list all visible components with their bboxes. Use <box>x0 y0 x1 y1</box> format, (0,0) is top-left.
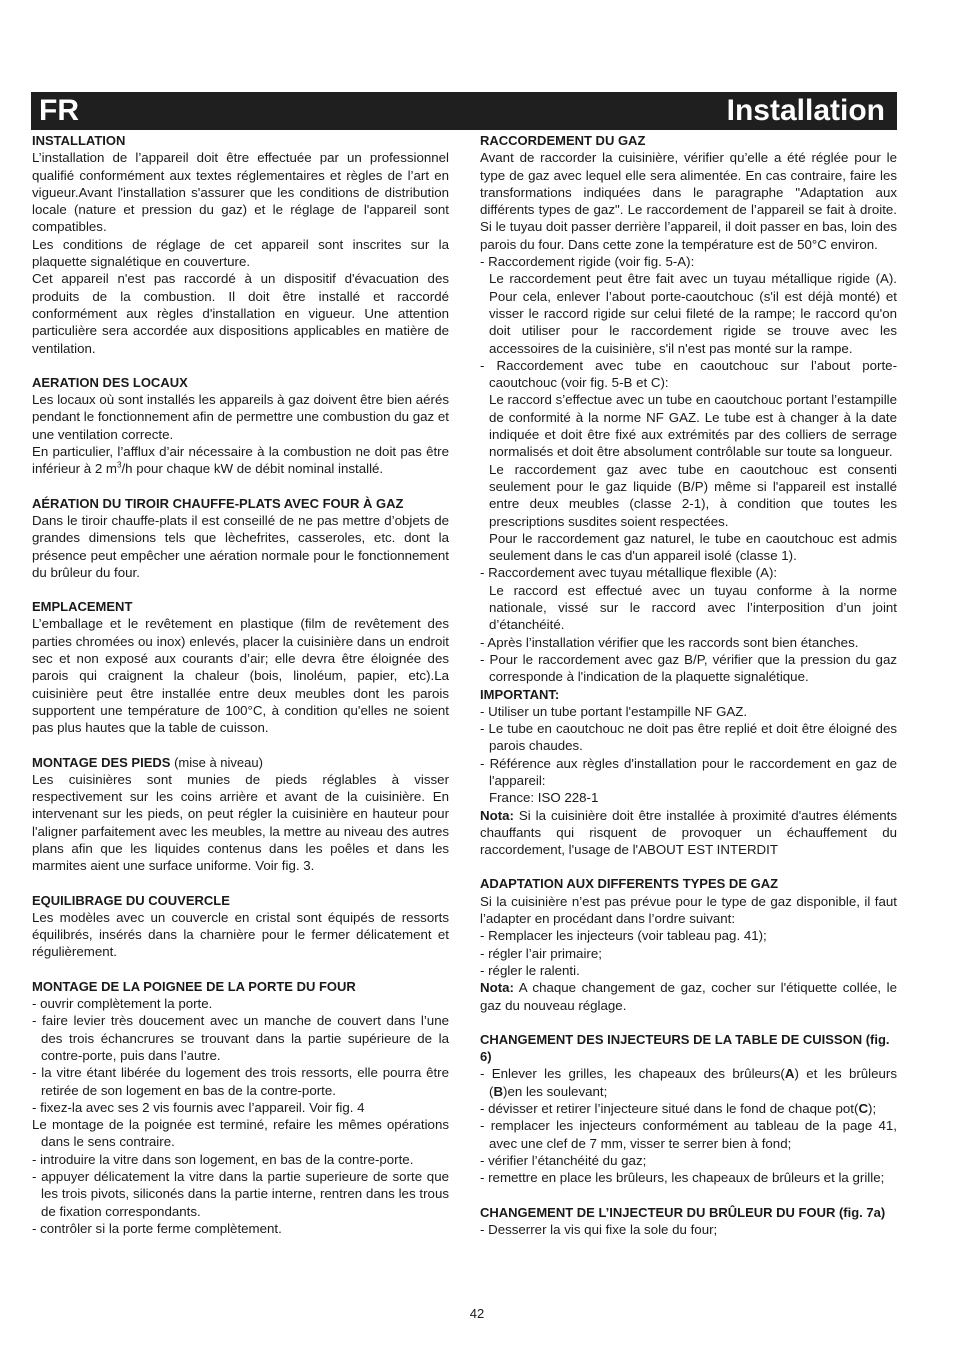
section-emplacement <box>32 598 449 736</box>
paragraph: Le raccord s’effectue avec un tube en caoutchouc portant l’estampille de conformité à la norme NF GAZ. Le tube est à changer à la date indiquée et doit être fixé aux extrémités par des colliers de serrage normalisés et doit être absolument contrôlable sur toute sa longueur. <box>489 392 897 460</box>
list-item: - Le tube en caoutchouc ne doit pas être replié et doit être éloigné des parois chaudes. <box>480 721 897 754</box>
list-item: - dévisser et retirer l’injecteure situé dans le fond de chaque pot(C); <box>480 1101 877 1117</box>
list-item: - Utiliser un tube portant l'estampille NF GAZ. <box>480 703 748 719</box>
paragraph: L’emballage et le revêtement en plastique (film de revêtement des parties chromées ou inox) enlevés, placer la cuisinière dans un endroit sec et non exposé aux courants d’air; elle devra être éloignée des parois qui craignent la chaleur (bois, linoléum, papier, etc).La cuisinière peut être installée entre deux meubles dont les parois supportent une température de 100°C, à condition qu'elles ne soient pas plus hautes que la table de cuisson. <box>32 616 449 736</box>
list-item: - régler l’air primaire; <box>480 945 602 961</box>
section-title: EMPLACEMENT <box>32 599 133 615</box>
page-header <box>31 92 897 130</box>
list-item: - Desserrer la vis qui fixe la sole du four; <box>480 1221 718 1237</box>
section-title: AERATION DES LOCAUX <box>32 374 188 390</box>
list-item: - fixez-la avec ses 2 vis fournis avec l’appareil. Voir fig. 4 <box>32 1099 365 1115</box>
list-item: - régler le ralenti. <box>480 962 580 978</box>
section-title: AÉRATION DU TIROIR CHAUFFE-PLATS AVEC FOUR À GAZ <box>32 495 404 511</box>
page-title: Installation <box>726 94 885 127</box>
paragraph: Les cuisinières sont munies de pieds réglables à visser respectivement sur les coins arrière et avant de la cuisinière. En intervenant sur les pieds, on peut régler la cuisinière en hauteur pour l'aligner parfaitement avec les meubles, la mettre au niveau des autres plans afin que les liquides contenus dans les poêles et dans les marmites aient une surface uniforme. Voir fig. 3. <box>32 771 449 874</box>
section-couvercle <box>32 892 449 961</box>
section-poignee <box>32 978 449 1237</box>
left-column <box>32 132 449 1237</box>
section-title: RACCORDEMENT DU GAZ <box>480 133 646 148</box>
list-item: - remplacer les injecteurs conformément au tableau de la page 41, avec une clef de 7 mm, visser te serrer bien à fond; <box>480 1118 897 1151</box>
section-title: EQUILIBRAGE DU COUVERCLE <box>32 892 230 908</box>
paragraph: Le raccordement peut être fait avec un tuyau métallique rigide (A). Pour cela, enlever l’about porte-caoutchouc (s'il est déjà monté) et visser le raccord rigide sur celui fileté de la rampe; le raccord qu'on doit utiliser pour le raccordement rigide se trouve avec les accessoires de la cuisinière, s'il n'est pas monté sur la rampe. <box>489 271 897 356</box>
paragraph: Les modèles avec un couvercle en cristal sont équipés de ressorts équilibrés, insérés dans la charnière pour le fermer délicatement et régulièrement. <box>32 909 449 960</box>
paragraph: Les locaux où sont installés les appareils à gaz doivent être bien aérés pendant le fonctionnement afin de permettre une combustion du gaz et une ventilation correcte. <box>32 392 449 442</box>
list-item: - Pour le raccordement avec gaz B/P, vérifier que la pression du gaz corresponde à l'indication de la plaquette signalétique. <box>480 651 897 685</box>
list-item: - ouvrir complètement la porte. <box>32 996 213 1012</box>
list-item: - introduire la vitre dans son logement, en bas de la contre-porte. <box>32 1151 414 1167</box>
note: Nota: A chaque changement de gaz, cocher sur l'étiquette collée, le gaz du nouveau réglage. <box>480 980 897 1013</box>
section-title: INSTALLATION <box>32 133 126 148</box>
section-title: ADAPTATION AUX DIFFERENTS TYPES DE GAZ <box>480 876 779 892</box>
language-label: FR <box>39 94 79 127</box>
list-item: - faire levier très doucement avec un manche de couvert dans l’une des trois échancrures se trouvant dans la partie supérieure de la contre-porte, puis dans l’autre. <box>32 1013 449 1063</box>
note: Nota: Si la cuisinière doit être installée à proximité d'autres éléments chauffants qui risquent de provoquer un échauffement du raccordement, l'usage de l'ABOUT EST INTERDIT <box>480 807 897 858</box>
section-pieds <box>32 754 449 875</box>
paragraph: Pour le raccordement gaz naturel, le tube en caoutchouc est admis seulement dans le cas d'un appareil isolé (classe 1). <box>489 530 897 564</box>
list-item: - Remplacer les injecteurs (voir tableau pag. 41); <box>480 928 767 944</box>
list-item: Le montage de la poignée est terminé, refaire les mêmes opérations dans le sens contraire. <box>32 1117 449 1150</box>
list-item: - vérifier l’étanchéité du gaz; <box>480 1152 647 1168</box>
paragraph: Cet appareil n'est pas raccordé à un dispositif d'évacuation des produits de la combustion. Il doit être installé et raccordé conformément aux règles d'installation en vigueur. Une attention particulière sera accordée aux dispositions applicables en matière de ventilation. <box>32 271 449 356</box>
paragraph: L’installation de l’appareil doit être effectuée par un professionnel qualifié conformément aux textes réglementaires et règles de l’art en vigueur.Avant l'installation s'assurer que les conditions de distribution locale (nature et pression du gaz) et le réglage de l'appareil sont compatibles. <box>32 150 449 235</box>
paragraph: France: ISO 228-1 <box>489 790 599 806</box>
section-title: CHANGEMENT DES INJECTEURS DE LA TABLE DE CUISSON (fig. 6) <box>480 1031 890 1065</box>
section-tiroir <box>32 495 449 581</box>
list-item: - Enlever les grilles, les chapeaux des brûleurs(A) et les brûleurs (B)en les soulevant; <box>480 1066 897 1099</box>
list-item: - Après l’installation vérifier que les raccords sont bien étanches. <box>480 634 859 650</box>
paragraph: Si la cuisinière n’est pas prévue pour le type de gaz disponible, il faut l’adapter en procédant dans l’ordre suivant: <box>480 893 897 927</box>
list-item: - Référence aux règles d'installation pour le raccordement en gaz de l'appareil: <box>480 755 897 788</box>
section-installation <box>32 132 449 357</box>
list-item: - Raccordement avec tube en caoutchouc sur l’about porte-caoutchouc (voir fig. 5-B et C): <box>480 357 897 391</box>
important-title: IMPORTANT: <box>480 686 560 702</box>
paragraph: Le raccordement gaz avec tube en caoutchouc est consenti seulement pour le gaz liquide (B/P) même si l'appareil est installé entre deux meubles (classe 2-1), à condition que toutes les prescriptions susdites soient respectées. <box>489 461 897 529</box>
paragraph: Avant de raccorder la cuisinière, vérifier qu’elle a été réglée pour le type de gaz avec lequel elle sera alimentée. En cas contraire, faire les transformations indiquées dans le paragraphe "Adaptation aux différents types de gaz". Le raccordement de l’appareil se fait à droite. Si le tuyau doit passer derrière l’appareil, il doit passer en bas, loin des parois du four. Dans cette zone la température est de 50°C environ. <box>480 150 897 252</box>
list-item: - la vitre étant libérée du logement des trois ressorts, elle pourra être retirée de son logement en bas de la contre-porte. <box>32 1065 449 1098</box>
list-item: - appuyer délicatement la vitre dans la partie superieure de sorte que les trois pivots, siliconés dans la partie interne, rentren dans les trous de fixation correspondants. <box>32 1169 449 1219</box>
right-column <box>480 132 897 1238</box>
list-item: - Raccordement rigide (voir fig. 5-A): <box>480 254 695 270</box>
section-injecteurs <box>480 1031 897 1187</box>
paragraph: Les conditions de réglage de cet appareil sont inscrites sur la plaquette signalétique en couverture. <box>32 236 449 270</box>
section-aeration <box>32 374 449 478</box>
section-adaptation <box>480 875 897 1013</box>
list-item: - Raccordement avec tuyau métallique flexible (A): <box>480 565 778 581</box>
section-title: MONTAGE DES PIEDS (mise à niveau) <box>32 754 263 770</box>
list-item: - contrôler si la porte ferme complètement. <box>32 1220 282 1236</box>
section-raccordement <box>480 132 897 858</box>
list-item: - remettre en place les brûleurs, les chapeaux de brûleurs et la grille; <box>480 1170 885 1186</box>
paragraph: Dans le tiroir chauffe-plats il est conseillé de ne pas mettre d’objets de grandes dimensions tels que lèchefrites, casseroles, etc. dont la présence peut empêcher une aération normale pour le fonctionnement du brûleur du four. <box>32 512 449 580</box>
section-title: CHANGEMENT DE L’INJECTEUR DU BRÛLEUR DU FOUR (fig. 7a) <box>480 1204 886 1220</box>
paragraph: Le raccord est effectué avec un tuyau conforme à la norme nationale, vissé sur le raccord avec l’interposition d’un joint d’étanchéité. <box>489 582 897 633</box>
section-title: MONTAGE DE LA POIGNEE DE LA PORTE DU FOUR <box>32 978 356 994</box>
page-number: 42 <box>469 1306 485 1321</box>
paragraph: En particulier, l’afflux d’air nécessaire à la combustion ne doit pas être inférieur à 2 $m^3/h$ pour chaque kW de débit nominal installé. <box>32 444 449 477</box>
section-four <box>480 1204 897 1239</box>
